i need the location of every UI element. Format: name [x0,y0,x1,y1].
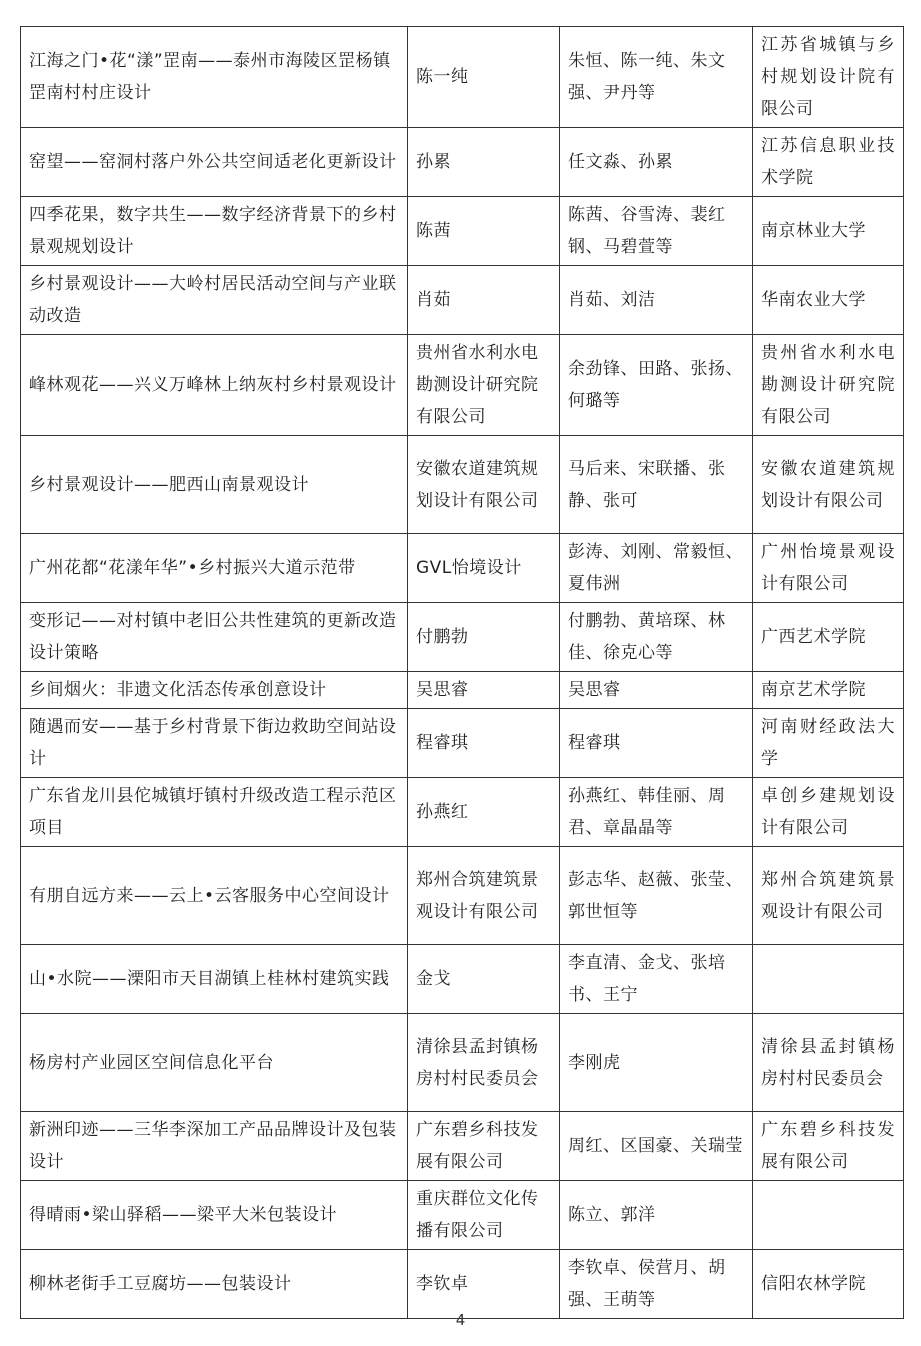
leader-cell: 清徐县孟封镇杨房村村民委员会 [408,1014,560,1112]
organization-cell: 卓创乡建规划设计有限公司 [753,778,904,847]
members-cell: 彭志华、赵薇、张莹、郭世恒等 [560,847,753,945]
organization-cell: 广西艺术学院 [753,603,904,672]
organization-cell: 江苏省城镇与乡村规划设计院有限公司 [753,27,904,128]
table-row [21,266,904,335]
leader-cell: 吴思睿 [408,672,560,709]
members-cell: 余劲锋、田路、张扬、何璐等 [560,335,753,436]
table-row [21,197,904,266]
organization-cell: 广州怡境景观设计有限公司 [753,534,904,603]
table-row [21,27,904,128]
table-row [21,534,904,603]
leader-cell: 广东碧乡科技发展有限公司 [408,1112,560,1181]
table-row [21,847,904,945]
leader-cell: 孙燕红 [408,778,560,847]
members-cell: 任文淼、孙累 [560,128,753,197]
organization-cell: 广东碧乡科技发展有限公司 [753,1112,904,1181]
organization-cell: 江苏信息职业技术学院 [753,128,904,197]
project-name-cell: 杨房村产业园区空间信息化平台 [21,1014,408,1112]
awards-table-body [21,27,904,1319]
members-cell: 李刚虎 [560,1014,753,1112]
organization-cell: 河南财经政法大学 [753,709,904,778]
members-cell: 吴思睿 [560,672,753,709]
project-name-cell: 新洲印迹——三华李深加工产品品牌设计及包装设计 [21,1112,408,1181]
members-cell: 彭涛、刘刚、常毅恒、夏伟洲 [560,534,753,603]
leader-cell: 李钦卓 [408,1250,560,1319]
project-name-cell: 峰林观花——兴义万峰林上纳灰村乡村景观设计 [21,335,408,436]
members-cell: 周红、区国豪、关瑞莹 [560,1112,753,1181]
project-name-cell: 乡间烟火：非遗文化活态传承创意设计 [21,672,408,709]
leader-cell: 贵州省水利水电勘测设计研究院有限公司 [408,335,560,436]
project-name-cell: 变形记——对村镇中老旧公共性建筑的更新改造设计策略 [21,603,408,672]
organization-cell: 南京艺术学院 [753,672,904,709]
project-name-cell: 得晴雨•梁山驿稻——梁平大米包装设计 [21,1181,408,1250]
members-cell: 李钦卓、侯营月、胡强、王萌等 [560,1250,753,1319]
project-name-cell: 窑望——窑洞村落户外公共空间适老化更新设计 [21,128,408,197]
table-row [21,128,904,197]
leader-cell: 金戈 [408,945,560,1014]
members-cell: 朱恒、陈一纯、朱文强、尹丹等 [560,27,753,128]
organization-cell: 安徽农道建筑规划设计有限公司 [753,436,904,534]
organization-cell: 南京林业大学 [753,197,904,266]
project-name-cell: 广州花都“花漾年华”•乡村振兴大道示范带 [21,534,408,603]
table-row [21,778,904,847]
leader-cell: GVL怡境设计 [408,534,560,603]
page-number: 4 [455,1311,466,1329]
members-cell: 肖茹、刘洁 [560,266,753,335]
project-name-cell: 江海之门•花“漾”罡南——泰州市海陵区罡杨镇罡南村村庄设计 [21,27,408,128]
members-cell: 陈茜、谷雪涛、裴红钢、马碧萱等 [560,197,753,266]
table-row [21,945,904,1014]
awards-table [20,26,904,1319]
table-row [21,436,904,534]
members-cell: 李直清、金戈、张培书、王宁 [560,945,753,1014]
leader-cell: 安徽农道建筑规划设计有限公司 [408,436,560,534]
leader-cell: 孙累 [408,128,560,197]
table-row [21,335,904,436]
members-cell: 孙燕红、韩佳丽、周君、章晶晶等 [560,778,753,847]
table-row [21,1112,904,1181]
project-name-cell: 广东省龙川县佗城镇圩镇村升级改造工程示范区项目 [21,778,408,847]
organization-cell [753,1181,904,1250]
leader-cell: 陈一纯 [408,27,560,128]
members-cell: 陈立、郭洋 [560,1181,753,1250]
project-name-cell: 柳林老街手工豆腐坊——包装设计 [21,1250,408,1319]
organization-cell: 贵州省水利水电勘测设计研究院有限公司 [753,335,904,436]
leader-cell: 付鹏勃 [408,603,560,672]
project-name-cell: 乡村景观设计——大岭村居民活动空间与产业联动改造 [21,266,408,335]
organization-cell: 信阳农林学院 [753,1250,904,1319]
project-name-cell: 四季花果，数字共生——数字经济背景下的乡村景观规划设计 [21,197,408,266]
table-row [21,1181,904,1250]
table-row [21,603,904,672]
table-row [21,1250,904,1319]
project-name-cell: 山•水院——溧阳市天目湖镇上桂林村建筑实践 [21,945,408,1014]
table-row [21,1014,904,1112]
project-name-cell: 乡村景观设计——肥西山南景观设计 [21,436,408,534]
table-row [21,672,904,709]
organization-cell [753,945,904,1014]
members-cell: 马后来、宋联播、张静、张可 [560,436,753,534]
organization-cell: 清徐县孟封镇杨房村村民委员会 [753,1014,904,1112]
table-row [21,709,904,778]
leader-cell: 肖茹 [408,266,560,335]
members-cell: 付鹏勃、黄培琛、林佳、徐克心等 [560,603,753,672]
organization-cell: 郑州合筑建筑景观设计有限公司 [753,847,904,945]
project-name-cell: 随遇而安——基于乡村背景下街边救助空间站设计 [21,709,408,778]
leader-cell: 重庆群位文化传播有限公司 [408,1181,560,1250]
organization-cell: 华南农业大学 [753,266,904,335]
project-name-cell: 有朋自远方来——云上•云客服务中心空间设计 [21,847,408,945]
leader-cell: 郑州合筑建筑景观设计有限公司 [408,847,560,945]
leader-cell: 程睿琪 [408,709,560,778]
members-cell: 程睿琪 [560,709,753,778]
leader-cell: 陈茜 [408,197,560,266]
